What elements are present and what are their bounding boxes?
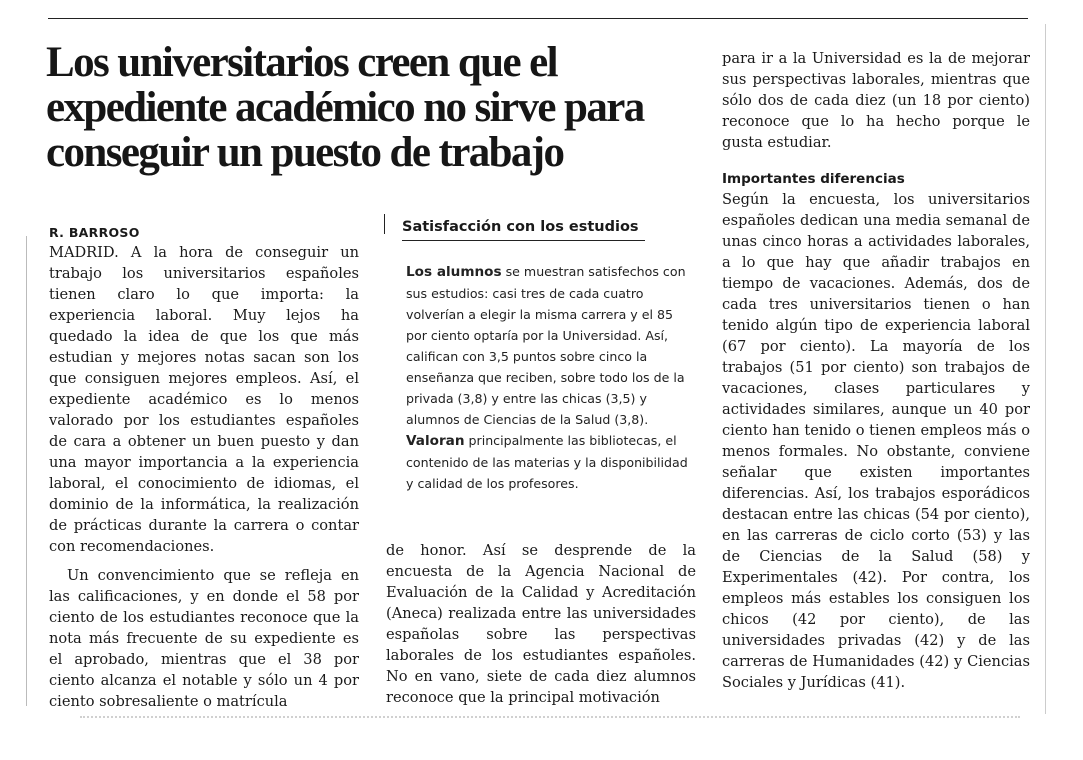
sidebar-text-2: principalmente las bibliotecas, el contenido de las materias y la disponibilidad y calidad de los profesores. <box>406 433 688 491</box>
byline: R. BARROSO <box>49 225 140 240</box>
scan-edge-left <box>26 236 27 706</box>
article-paragraph-4: para ir a la Universidad es la de mejorar sus perspectivas laborales, mientras que sólo dos de cada diez (un 18 por ciento) reconoce que lo ha hecho porque le gusta estudiar. <box>722 50 1030 151</box>
article-paragraph-1: MADRID. A la hora de conseguir un trabajo los universitarios españoles tienen claro lo que importa: la experiencia laboral. Muy lejos ha quedado la idea de que los que más estudian y mejores notas sacan son los que consiguen mejores empleos. Así, el expediente académico es lo menos valorado por los estudiantes españoles de cara a obtener un buen puesto y dan una mayor importancia a la experiencia laboral, el conocimiento de idiomas, el dominio de la informática, la realización de prácticas durante la carrera o contar con recomendaciones. <box>49 244 359 555</box>
top-rule <box>48 18 1028 19</box>
article-paragraph-2: Un convencimiento que se refleja en las calificaciones, y en donde el 58 por ciento de los estudiantes reconoce que la nota más frecuente de su expediente es el aprobado, mientras que el 38 por ciento alcanza el notable y sólo un 4 por ciento sobresaliente o matrícula <box>49 567 359 710</box>
sidebar-rule <box>384 214 385 234</box>
sidebar-title: Satisfacción con los estudios <box>402 214 645 241</box>
satisfaction-sidebar <box>386 214 706 494</box>
scan-edge-right <box>1045 24 1046 714</box>
article-column-right <box>722 48 1030 693</box>
subheading: Importantes diferencias <box>722 171 905 187</box>
headline: Los universitarios creen que el expediente académico no sirve para conseguir un puesto de trabajo <box>46 39 644 176</box>
article-paragraph-5: Según la encuesta, los universitarios españoles dedican una media semanal de unas cinco horas a actividades laborales, a lo que hay que añadir trabajos en tiempo de vacaciones. Además, dos de cada tres universitarios tienen o han tenido algún tipo de experiencia laboral (67 por ciento). La mayoría de los trabajos (51 por ciento) son trabajos de vacaciones, clases particulares y actividades similares, aunque un 40 por ciento han tenido o tienen empleos más o menos formales. No obstante, conviene señalar que existen importantes diferencias. Así, los trabajos esporádicos destacan entre las chicas (54 por ciento), en las carreras de ciclo corto (53) y las de Ciencias de la Salud (58) y Experimentales (42). Por contra, los empleos más estables los consiguen los chicos (42 por ciento), de las universidades privadas (42) y de las carreras de Humanidades (42) y Ciencias Sociales y Jurídicas (41). <box>722 191 1030 691</box>
sidebar-body <box>406 261 696 494</box>
sidebar-paragraph-1 <box>406 261 696 430</box>
scan-bottom-noise <box>80 716 1020 722</box>
sidebar-paragraph-2 <box>406 430 696 494</box>
article-paragraph-3: de honor. Así se desprende de la encuesta de la Agencia Nacional de Evaluación de la Calidad y Acreditación (Aneca) realizada entre las universidades españolas sobre las perspectivas laborales de los estudiantes españoles. No en vano, siete de cada diez alumnos reconoce que la principal motivación <box>386 542 696 706</box>
sidebar-text-1: se muestran satisfechos con sus estudios: casi tres de cada cuatro volverían a elegir la misma carrera y el 85 por ciento optaría por la Universidad. Así, califican con 3,5 puntos sobre cinco la enseñanza que reciben, sobre todo los de la privada (3,8) y entre las chicas (3,5) y alumnos de Ciencias de la Salud (3,8). <box>406 264 686 427</box>
sidebar-lead-2: Valoran <box>406 433 465 449</box>
sidebar-lead-1: Los alumnos <box>406 264 502 280</box>
article-column-left <box>49 223 359 712</box>
article-column-middle <box>386 540 696 708</box>
